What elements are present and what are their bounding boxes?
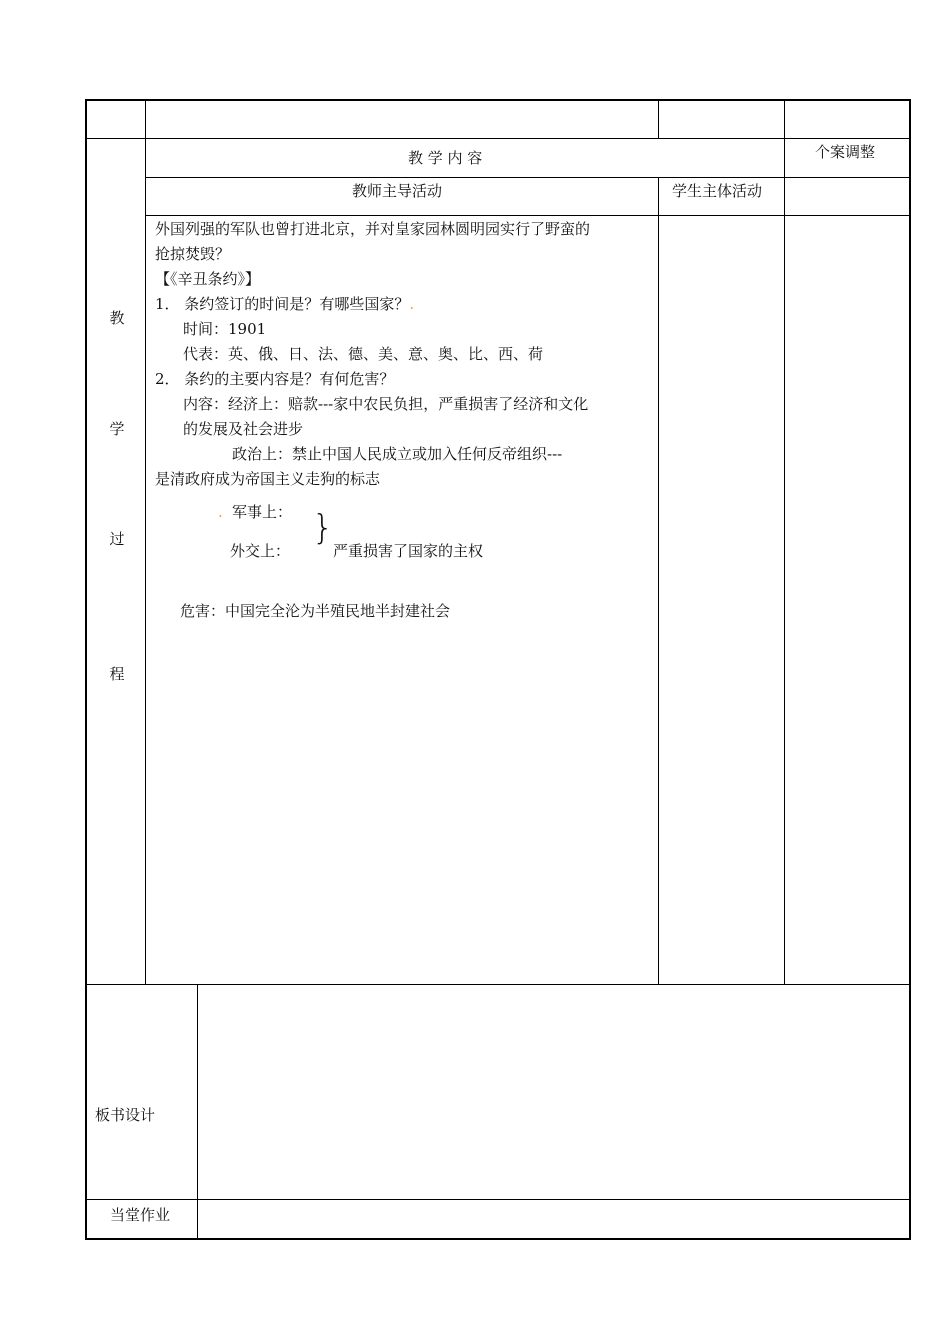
treaty-title: 【《辛丑条约》】 — [155, 270, 261, 288]
row-divider — [145, 177, 911, 178]
column-divider — [197, 984, 198, 1240]
homework-label: 当堂作业 — [110, 1206, 171, 1224]
side-label-char: 程 — [109, 665, 125, 683]
treaty-countries: 代表：英、俄、日、法、德、美、意、奥、比、西、荷 — [183, 345, 544, 363]
column-divider — [658, 99, 659, 138]
row-divider — [85, 138, 911, 139]
economy-line2: 的发展及社会进步 — [183, 420, 304, 438]
individual-adjustment-header: 个案调整 — [815, 143, 876, 161]
politics-line2: 是清政府成为帝国主义走狗的标志 — [155, 470, 381, 488]
question-1 — [155, 294, 414, 314]
side-label-char: 学 — [109, 420, 125, 438]
question-1-text: 1． 条约签订的时间是？有哪些国家？ — [155, 295, 410, 313]
column-divider — [784, 99, 785, 984]
economy-line1: 内容：经济上：赔款---家中农民负担，严重损害了经济和文化 — [183, 395, 589, 413]
question-2: 2． 条约的主要内容是？有何危害？ — [155, 370, 395, 388]
board-design-label: 板书设计 — [95, 1106, 156, 1124]
harm-text: 危害：中国完全沦为半殖民地半封建社会 — [180, 602, 451, 620]
politics-line1: 政治上：禁止中国人民成立或加入任何反帝组织--- — [232, 445, 563, 463]
row-divider — [85, 1199, 911, 1200]
column-divider — [145, 99, 146, 984]
side-label-char: 教 — [109, 309, 125, 327]
teacher-activity-header: 教师主导活动 — [352, 182, 443, 200]
teaching-content-header: 教 学 内 容 — [408, 149, 483, 167]
student-activity-header: 学生主体活动 — [672, 182, 763, 200]
intro-text-line2: 抢掠焚毁？ — [155, 245, 231, 263]
diplomacy-label: 外交上： — [230, 542, 291, 560]
column-divider — [658, 177, 659, 984]
sovereignty-text: 严重损害了国家的主权 — [333, 542, 484, 560]
right-brace: } — [312, 508, 334, 548]
dot-marker: . — [218, 503, 223, 521]
intro-text-line1: 外国列强的军队也曾打进北京，并对皇家园林圆明园实行了野蛮的 — [155, 220, 591, 238]
dot-marker: . — [409, 295, 415, 313]
row-divider — [85, 984, 911, 985]
row-divider — [145, 215, 911, 216]
side-label-char: 过 — [109, 530, 125, 548]
military-label: 军事上： — [232, 503, 293, 521]
treaty-time: 时间：1901 — [183, 320, 267, 338]
